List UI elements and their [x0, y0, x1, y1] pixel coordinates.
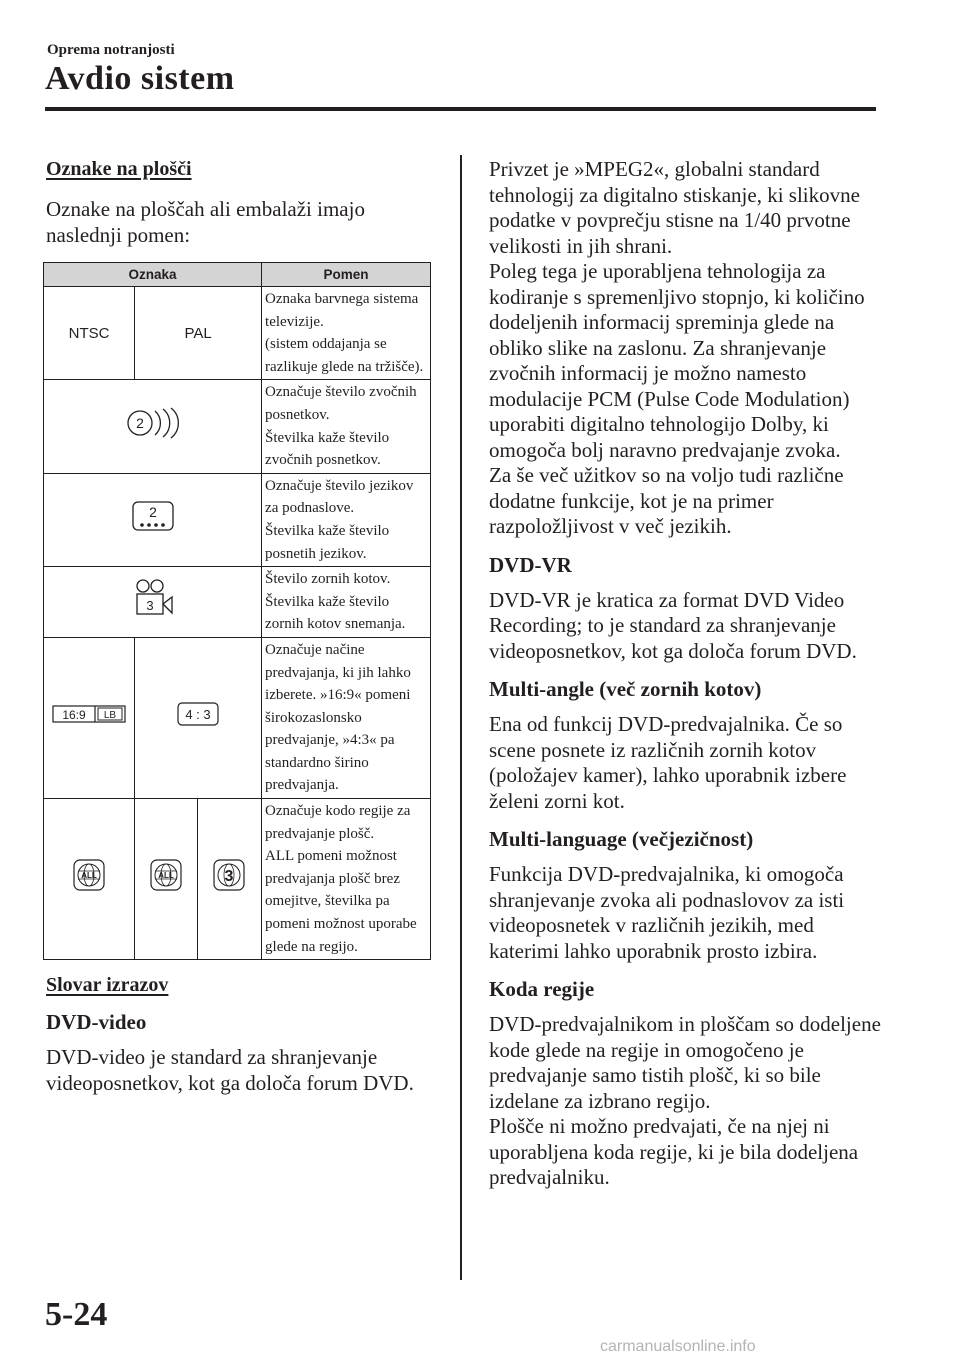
desc-line: Označuje število jezikov za podnaslove. — [265, 477, 414, 517]
widescreen-icon — [44, 637, 135, 798]
table-row — [44, 637, 431, 798]
dvd-video-title: DVD-video — [46, 1010, 147, 1035]
dvd-vr-title: DVD-VR — [489, 552, 572, 577]
marks-title: Oznake na plošči — [46, 158, 192, 180]
disc-marks-table — [43, 262, 431, 960]
desc-line: Številka kaže število posnetih jezikov. — [265, 522, 390, 562]
table-row — [44, 473, 431, 566]
header-rule — [45, 107, 876, 111]
standard-icon — [135, 637, 262, 798]
camera-angles-icon — [44, 567, 262, 638]
region-all-label: ALL — [81, 871, 97, 881]
region-code-paragraph: DVD-predvajalnikom in ploščam so dodeljene kode glede na regije in omogočeno je predvajanje samo tistih plošč, ki so bile izdelane za izbrano regijo. — [489, 1012, 881, 1113]
table-row — [44, 380, 431, 473]
desc-line: Označuje načine predvajanja, ki jih lahko izberete. »16:9« pomeni širokozaslonsko predvajanje, »4:3« pa standardno širino predvajanja. — [265, 641, 411, 794]
header-meaning: Pomen — [262, 263, 431, 287]
table-row — [44, 287, 431, 380]
mpeg-paragraph: Za še več užitkov so na voljo tudi različne dodatne funkcije, kot je na primer razpoložljivost v več jezikih. — [489, 463, 844, 538]
mpeg-paragraph: Poleg tega je uporabljena tehnologija za kodiranje s spremenljivo stopnjo, ki količino dodeljenih informacij spreminja glede na obliko slike na zaslonu. Za shranjevanje zvočnih informacij je možno namesto modulacije PCM (Pulse Code Modulation) uporabiti digitalno tehnologijo Dolby, ki omogoča bolj naravno predvajanje zvoka. — [489, 259, 865, 462]
desc-line: Število zornih kotov. — [265, 571, 391, 588]
standard-label: 4 : 3 — [185, 706, 211, 722]
desc-line: (sistem oddajanja se razlikuje glede na tržišče). — [265, 336, 424, 375]
multi-language-text: Funkcija DVD-predvajalnika, ki omogoča shranjevanje zvoka ali podnaslovov za isti videoposnetek v različnih jezikih, med katerimi lahko uporabnik prosto izbira. — [489, 862, 845, 963]
row-description — [262, 799, 431, 960]
table-row — [44, 567, 431, 638]
dvd-vr-text: DVD-VR je kratica za format DVD Video Recording; to je standard za shranjevanje videoposnetkov, kot ga določa forum DVD. — [489, 587, 857, 663]
row-description — [262, 637, 431, 798]
desc-line: Označuje število zvočnih posnetkov. — [265, 384, 417, 423]
page-number: 5-24 — [45, 1296, 108, 1333]
header-mark: Oznaka — [44, 263, 262, 287]
desc-line: Številka kaže število zornih kotov snemanja. — [265, 593, 406, 633]
region-all-label: ALL — [158, 871, 174, 881]
dvd-video-text: DVD-video je standard za shranjevanje videoposnetkov, kot ga določa forum DVD. — [46, 1045, 414, 1095]
row-description — [262, 567, 431, 638]
mpeg-paragraph: Privzet je »MPEG2«, globalni standard tehnologij za digitalno stiskanje, ki slikovne podatke v povprečju stisne na 1/40 prvotne velikosti in jih shrani. — [489, 157, 860, 258]
widescreen-label: 16:9 — [62, 707, 86, 722]
audio-tracks-number: 2 — [135, 414, 144, 431]
region-code-title: Koda regije — [489, 977, 595, 1001]
camera-angles-number: 3 — [145, 598, 154, 614]
desc-line: ALL pomeni možnost predvajanja plošč brez omejitve, številka pa pomeni možnost uporabe glede na regijo. — [265, 848, 417, 955]
desc-line: Označuje kodo regije za predvajanje plošč. — [265, 803, 411, 842]
symbol-ntsc: NTSC — [44, 287, 135, 380]
region-all-globe-icon — [44, 799, 135, 960]
table-row — [44, 799, 431, 960]
multi-angle-text: Ena od funkcij DVD-predvajalnika. Če so scene posnete iz različnih zornih kotov (položajev kamer), lahko uporabnik izbere želeni zorni kot. — [489, 712, 847, 813]
multi-language-title: Multi-language (večjezičnost) — [489, 827, 754, 851]
chapter-title: Avdio sistem — [45, 60, 235, 97]
desc-line: Oznaka barvnega sistema televizije. — [265, 291, 419, 330]
glossary-title: Slovar izrazov — [46, 974, 169, 997]
subtitle-languages-number: 2 — [148, 503, 157, 520]
row-description — [262, 473, 431, 566]
region-all-icon — [135, 799, 197, 960]
subtitle-languages-icon — [44, 473, 262, 566]
audio-tracks-icon — [44, 380, 262, 473]
row-description — [262, 287, 431, 380]
region-code-paragraph: Plošče ni možno predvajati, če na njej ni uporabljena koda regije, ki je bila dodeljena predvajalniku. — [489, 1114, 859, 1189]
desc-line: Številka kaže število zvočnih posnetkov. — [265, 429, 390, 469]
right-column — [489, 157, 889, 1191]
section-label: Oprema notranjosti — [47, 42, 175, 58]
letterbox-label: LB — [103, 709, 117, 721]
row-description — [262, 380, 431, 473]
symbol-pal: PAL — [135, 287, 262, 380]
region-number-icon — [197, 799, 262, 960]
column-divider — [460, 155, 462, 1280]
multi-angle-title: Multi-angle (več zornih kotov) — [489, 677, 762, 701]
left-column — [46, 157, 438, 1096]
region-number-label: 3 — [224, 868, 234, 886]
marks-intro: Oznake na ploščah ali embalaži imajo naslednji pomen: — [46, 197, 365, 247]
watermark: carmanualsonline.info — [600, 1338, 756, 1355]
table-header-row — [44, 263, 431, 287]
